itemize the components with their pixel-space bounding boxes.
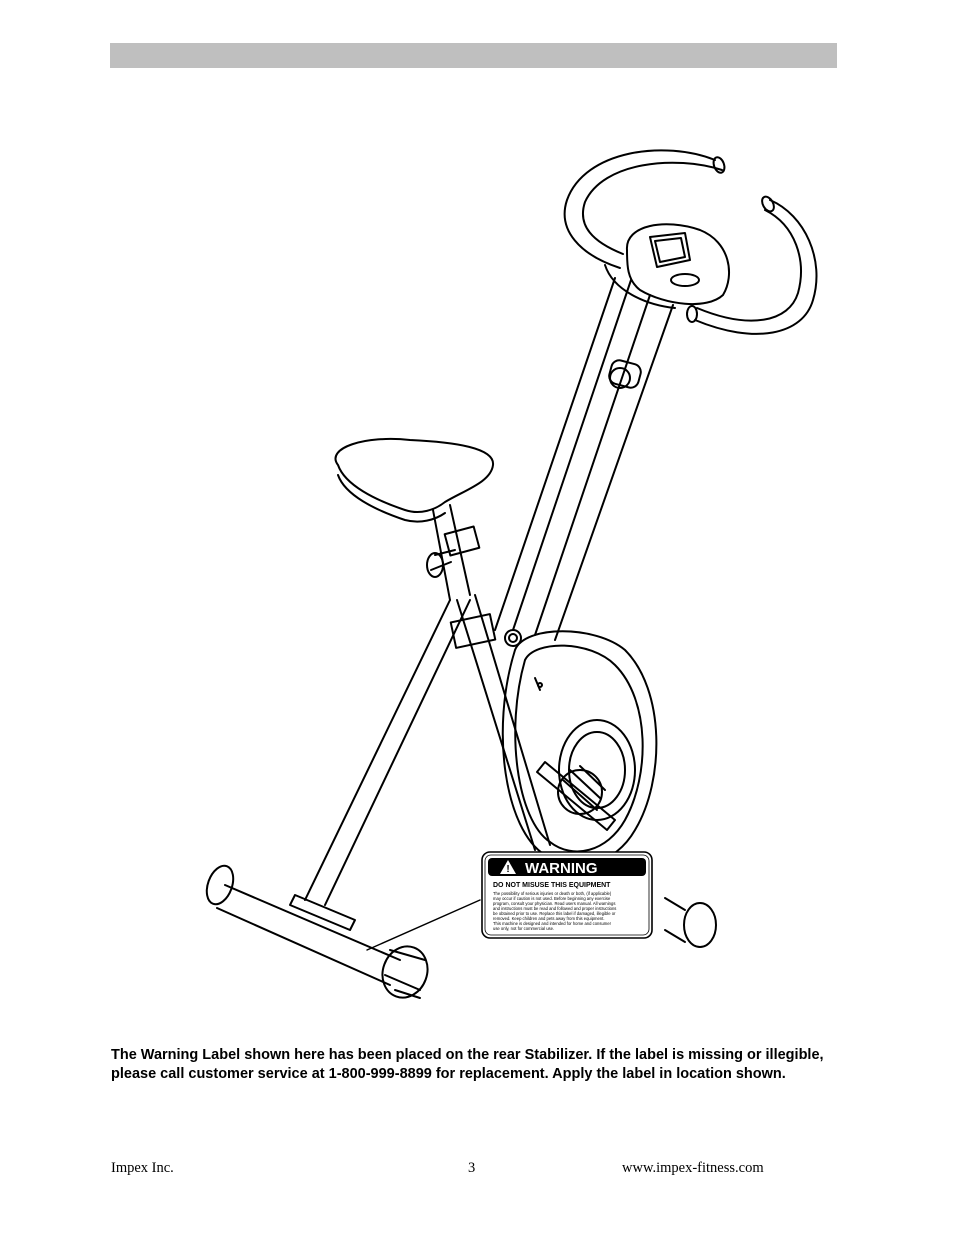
- warning-label-notice: The Warning Label shown here has been placed on the rear Stabilizer. If the label is missing or illegible, please call customer service at 1-800-999-8899 for replacement. Apply the label in location shown.: [111, 1047, 824, 1082]
- warning-body-line: This machine is designed and intended for home and consumer: [493, 921, 612, 926]
- warning-body-line: may occur if caution is not used. Before beginning any exercise: [493, 896, 611, 901]
- front-stabilizer: [665, 898, 716, 947]
- seat: [336, 439, 494, 600]
- front-mast: [495, 278, 673, 640]
- leader-line: [367, 900, 480, 950]
- flywheel-housing: [503, 631, 657, 865]
- warning-body-line: The possibility of serious injuries or death or both, (if applicable): [493, 891, 612, 896]
- header-bar: [110, 43, 837, 68]
- footer-website: www.impex-fitness.com: [622, 1160, 764, 1176]
- warning-body-line: be obtained prior to use. Replace this label if damaged, illegible or: [493, 911, 616, 916]
- warning-heading: WARNING: [525, 860, 598, 877]
- warning-subheading: DO NOT MISUSE THIS EQUIPMENT: [493, 882, 611, 889]
- footer-page-number: 3: [468, 1160, 476, 1176]
- warning-body-line: removed. Keep children and pets away from this equipment.: [493, 916, 605, 921]
- svg-text:!: !: [506, 864, 510, 875]
- footer-company: Impex Inc.: [111, 1160, 174, 1176]
- warning-body-line: and instructions must be read and followed and proper instructions: [493, 906, 617, 911]
- exercise-bike-illustration: [195, 130, 835, 1020]
- handlebar: [565, 150, 817, 334]
- bike-drawing: [195, 130, 835, 1020]
- rear-stabilizer: [202, 862, 435, 1004]
- warning-body-line: program, consult your physician. Read users manual. All warnings: [493, 901, 616, 906]
- warning-label: [482, 852, 652, 938]
- warning-body-line: use only, not for commercial use.: [493, 926, 555, 931]
- console: [605, 224, 729, 308]
